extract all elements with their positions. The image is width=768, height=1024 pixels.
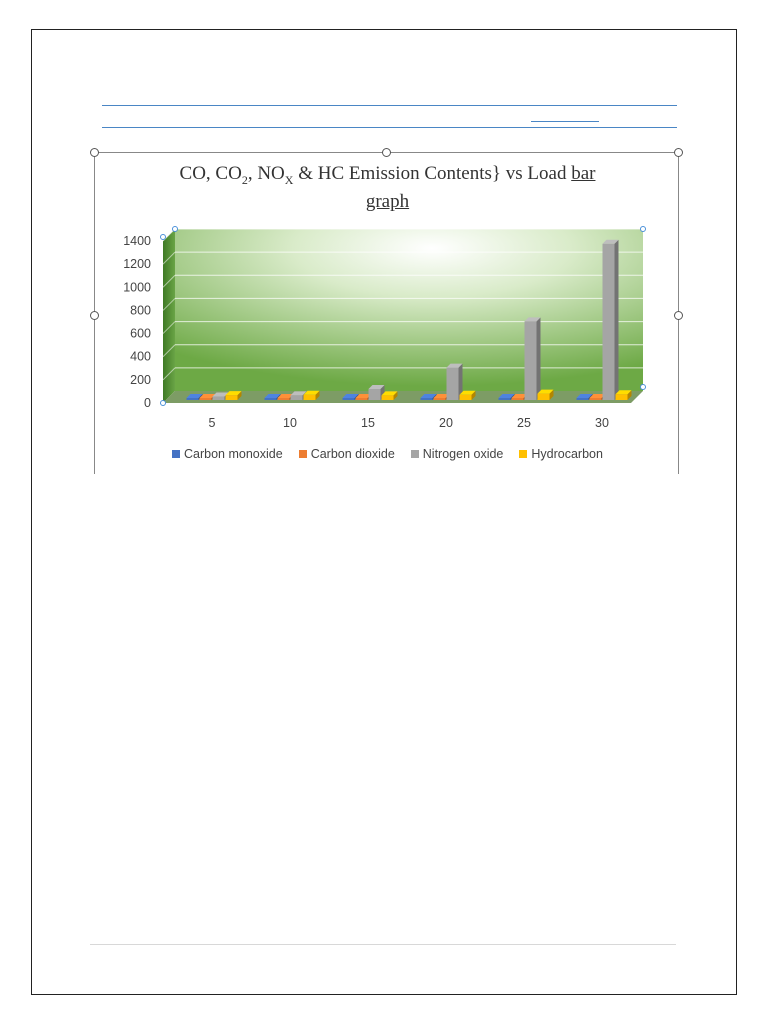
title-text-no: , NO (247, 163, 285, 184)
title-text-co: CO, CO (179, 163, 242, 184)
legend-label: Nitrogen oxide (422, 447, 504, 461)
resize-handle-top-center[interactable] (382, 148, 391, 157)
bar[interactable] (525, 321, 537, 400)
y-tick-label: 600 (130, 326, 151, 341)
chart-title (95, 163, 680, 213)
plot-selection-handle[interactable] (641, 385, 646, 390)
x-tick-label: 10 (283, 416, 297, 430)
legend-swatch (411, 450, 419, 458)
resize-handle-top-right[interactable] (674, 148, 683, 157)
plot-selection-handle[interactable] (161, 235, 166, 240)
x-tick-label: 5 (208, 416, 216, 430)
legend-label: Carbon monoxide (184, 447, 283, 461)
header-rule-top (102, 105, 677, 106)
bar[interactable] (434, 398, 446, 400)
legend-item-carbon-dioxide[interactable] (299, 447, 395, 461)
footer-rule (90, 944, 676, 945)
header-rule-bottom (102, 127, 677, 128)
legend-label: Hydrocarbon (531, 447, 603, 461)
x-tick-label: 20 (439, 416, 453, 430)
bar[interactable] (447, 368, 459, 400)
bar[interactable] (369, 389, 381, 400)
x-tick-label: 30 (595, 416, 609, 430)
bar[interactable] (356, 398, 368, 400)
y-tick-label: 1200 (123, 257, 151, 272)
plot-selection-handle[interactable] (641, 227, 646, 232)
bar[interactable] (343, 398, 355, 400)
chart-legend (95, 447, 680, 461)
plot-side-wall (163, 229, 175, 403)
bar[interactable] (382, 395, 394, 400)
header-rule-short (531, 121, 599, 122)
bar[interactable] (304, 395, 316, 400)
bar[interactable] (213, 397, 225, 400)
x-tick-label: 15 (361, 416, 375, 430)
legend-swatch (519, 450, 527, 458)
bar[interactable] (538, 394, 550, 400)
chart-title-line2 (95, 191, 680, 213)
bar-side (615, 240, 619, 400)
title-sub-2: 2 (241, 172, 248, 187)
bar[interactable] (421, 398, 433, 400)
x-tick-label: 25 (517, 416, 531, 430)
bar[interactable] (616, 394, 628, 400)
plot-selection-handle[interactable] (173, 227, 178, 232)
bar[interactable] (278, 398, 290, 400)
plot-back-wall (175, 229, 643, 391)
chart-title-line1 (95, 163, 680, 191)
legend-label: Carbon dioxide (310, 447, 395, 461)
y-tick-label: 1400 (123, 234, 151, 248)
y-tick-label: 400 (130, 349, 151, 364)
y-tick-label: 200 (130, 372, 151, 387)
bar[interactable] (265, 398, 277, 400)
legend-item-hydrocarbon[interactable] (519, 447, 603, 461)
bar[interactable] (512, 398, 524, 400)
title-underlined-bar: bar (571, 163, 596, 184)
legend-item-nitrogen-oxide[interactable] (411, 447, 504, 461)
bar[interactable] (603, 244, 615, 400)
bar[interactable] (577, 398, 589, 400)
legend-swatch (299, 450, 307, 458)
y-tick-label: 800 (130, 303, 151, 318)
bar[interactable] (200, 398, 212, 400)
title-text-rest: & HC Emission Contents} vs Load (293, 163, 572, 184)
bar[interactable] (460, 395, 472, 400)
title-underlined-graph: graph (365, 190, 410, 212)
bar[interactable] (291, 395, 303, 400)
legend-item-carbon-monoxide[interactable] (172, 447, 283, 461)
resize-handle-top-left[interactable] (90, 148, 99, 157)
chart-plot[interactable] (95, 215, 680, 440)
bar[interactable] (590, 398, 602, 400)
bar[interactable] (226, 395, 238, 400)
title-sub-x: X (284, 172, 294, 187)
bar[interactable] (187, 398, 199, 400)
bar-side (537, 317, 541, 400)
y-tick-label: 1000 (123, 280, 151, 295)
plot-selection-handle[interactable] (161, 401, 166, 406)
y-tick-label: 0 (144, 396, 151, 410)
legend-swatch (172, 450, 180, 458)
bar[interactable] (499, 398, 511, 400)
